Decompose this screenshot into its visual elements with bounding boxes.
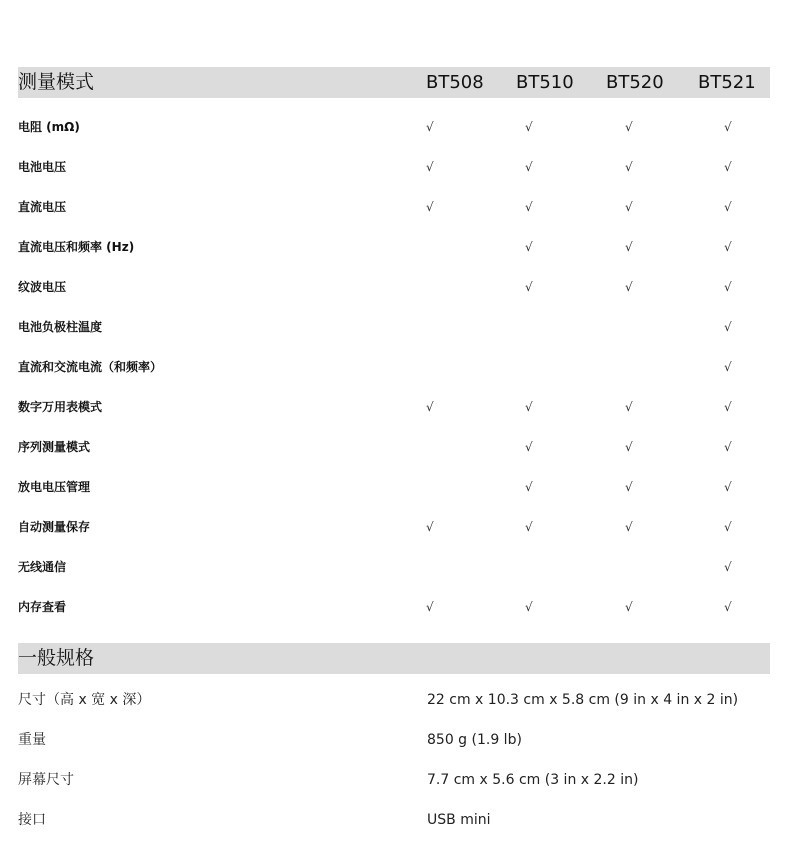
row-label: 自动测量保存 bbox=[18, 520, 91, 534]
spec-row-dimensions bbox=[18, 689, 770, 711]
check-mark: √ bbox=[625, 600, 633, 614]
check-mark: √ bbox=[625, 400, 633, 414]
spec-label: 重量 bbox=[18, 732, 46, 748]
check-mark: √ bbox=[426, 120, 434, 134]
row-label: 放电电压管理 bbox=[18, 480, 91, 494]
check-mark: √ bbox=[525, 520, 533, 534]
check-mark: √ bbox=[625, 520, 633, 534]
row-label: 纹波电压 bbox=[18, 280, 67, 294]
table-row bbox=[18, 117, 770, 137]
spec-row-interface bbox=[18, 809, 770, 831]
row-label: 直流电压 bbox=[18, 200, 67, 214]
table-row bbox=[18, 197, 770, 217]
spec-value: 22 cm x 10.3 cm x 5.8 cm (9 in x 4 in x 2 in) bbox=[427, 692, 739, 708]
general-specs-header bbox=[18, 643, 770, 674]
table-row bbox=[18, 397, 770, 417]
table-row bbox=[18, 437, 770, 457]
check-mark: √ bbox=[525, 200, 533, 214]
row-label: 直流和交流电流（和频率） bbox=[18, 360, 163, 374]
check-mark: √ bbox=[525, 600, 533, 614]
table-row bbox=[18, 477, 770, 497]
check-mark: √ bbox=[724, 320, 732, 334]
check-mark: √ bbox=[625, 120, 633, 134]
measurement-modes-title: 测量模式 bbox=[18, 71, 95, 93]
table-row bbox=[18, 357, 770, 377]
check-mark: √ bbox=[724, 520, 732, 534]
check-mark: √ bbox=[525, 120, 533, 134]
row-label: 数字万用表模式 bbox=[18, 400, 103, 414]
measurement-modes-header bbox=[18, 67, 770, 98]
table-row bbox=[18, 317, 770, 337]
check-mark: √ bbox=[625, 480, 633, 494]
check-mark: √ bbox=[625, 280, 633, 294]
check-mark: √ bbox=[625, 160, 633, 174]
table-row bbox=[18, 237, 770, 257]
spec-value: USB mini bbox=[427, 812, 491, 828]
check-mark: √ bbox=[525, 480, 533, 494]
spec-row-weight bbox=[18, 729, 770, 751]
row-label: 电池负极柱温度 bbox=[18, 320, 103, 334]
row-label: 直流电压和频率 (Hz) bbox=[18, 240, 135, 254]
check-mark: √ bbox=[724, 440, 732, 454]
table-row bbox=[18, 517, 770, 537]
check-mark: √ bbox=[525, 160, 533, 174]
check-mark: √ bbox=[426, 600, 434, 614]
spec-value: 850 g (1.9 lb) bbox=[427, 732, 522, 748]
check-mark: √ bbox=[625, 200, 633, 214]
check-mark: √ bbox=[724, 200, 732, 214]
check-mark: √ bbox=[724, 280, 732, 294]
check-mark: √ bbox=[724, 560, 732, 574]
spec-label: 尺寸（高 x 宽 x 深） bbox=[18, 692, 151, 708]
check-mark: √ bbox=[724, 480, 732, 494]
check-mark: √ bbox=[426, 520, 434, 534]
row-label: 无线通信 bbox=[18, 560, 67, 574]
check-mark: √ bbox=[625, 440, 633, 454]
check-mark: √ bbox=[724, 600, 732, 614]
check-mark: √ bbox=[724, 400, 732, 414]
row-label: 内存查看 bbox=[18, 600, 67, 614]
general-specs-title: 一般规格 bbox=[18, 647, 95, 669]
column-header-bt520: BT520 bbox=[606, 72, 664, 93]
column-header-bt521: BT521 bbox=[698, 72, 756, 93]
table-row bbox=[18, 557, 770, 577]
check-mark: √ bbox=[525, 280, 533, 294]
column-header-bt510: BT510 bbox=[516, 72, 574, 93]
row-label: 电池电压 bbox=[18, 160, 67, 174]
row-label: 电阻 (mΩ) bbox=[18, 120, 80, 134]
check-mark: √ bbox=[724, 360, 732, 374]
check-mark: √ bbox=[426, 160, 434, 174]
check-mark: √ bbox=[525, 440, 533, 454]
table-row bbox=[18, 597, 770, 617]
check-mark: √ bbox=[724, 160, 732, 174]
check-mark: √ bbox=[426, 400, 434, 414]
column-header-bt508: BT508 bbox=[426, 72, 484, 93]
table-row bbox=[18, 277, 770, 297]
check-mark: √ bbox=[525, 400, 533, 414]
table-row bbox=[18, 157, 770, 177]
spec-row-screen-size bbox=[18, 769, 770, 791]
check-mark: √ bbox=[426, 200, 434, 214]
row-label: 序列测量模式 bbox=[18, 440, 91, 454]
check-mark: √ bbox=[625, 240, 633, 254]
spec-label: 接口 bbox=[18, 812, 46, 828]
check-mark: √ bbox=[724, 120, 732, 134]
check-mark: √ bbox=[525, 240, 533, 254]
spec-label: 屏幕尺寸 bbox=[18, 772, 74, 788]
check-mark: √ bbox=[724, 240, 732, 254]
spec-value: 7.7 cm x 5.6 cm (3 in x 2.2 in) bbox=[427, 772, 639, 788]
